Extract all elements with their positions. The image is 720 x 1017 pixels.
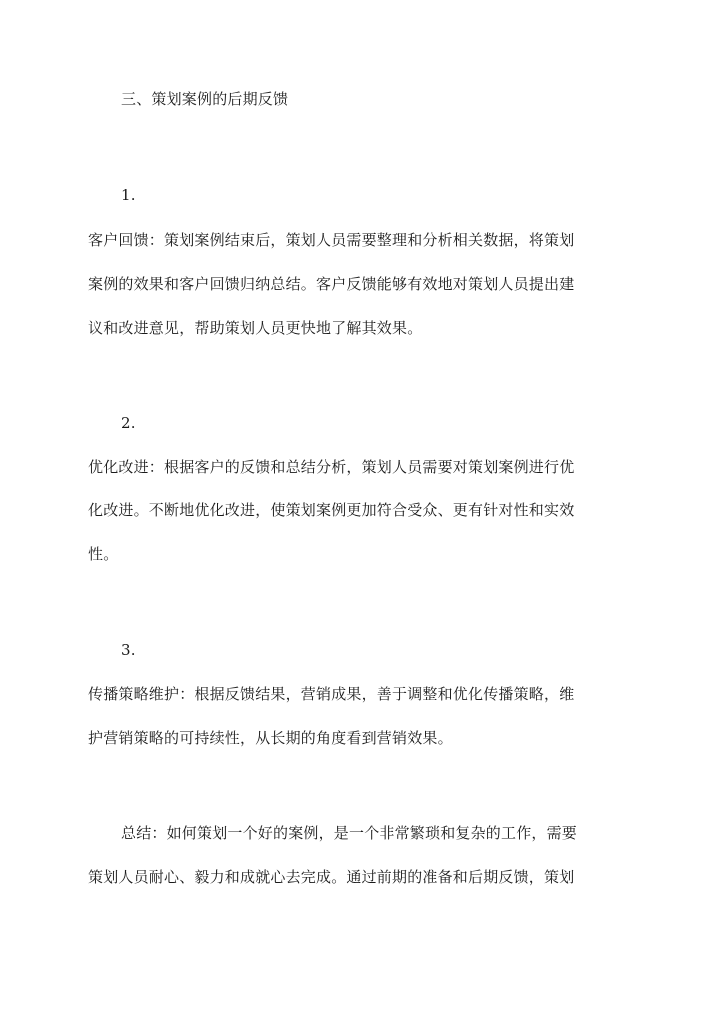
summary-line-2: 策划人员耐心、毅力和成就心去完成。通过前期的准备和后期反馈，策划 bbox=[88, 868, 575, 886]
item-1-line-3: 议和改进意见，帮助策划人员更快地了解其效果。 bbox=[88, 319, 423, 337]
item-number-3: 3. bbox=[121, 641, 136, 659]
item-2-line-3: 性。 bbox=[88, 545, 119, 563]
item-number-2: 2. bbox=[121, 414, 136, 432]
summary-line-1: 总结：如何策划一个好的案例，是一个非常繁琐和复杂的工作，需要 bbox=[121, 824, 578, 842]
item-1-line-1: 客户回馈：策划案例结束后，策划人员需要整理和分析相关数据，将策划 bbox=[88, 231, 575, 249]
item-3-line-1: 传播策略维护：根据反馈结果，营销成果，善于调整和优化传播策略，维 bbox=[88, 685, 575, 703]
item-3-line-2: 护营销策略的可持续性，从长期的角度看到营销效果。 bbox=[88, 729, 453, 747]
section-heading: 三、策划案例的后期反馈 bbox=[121, 90, 289, 108]
item-1-line-2: 案例的效果和客户回馈归纳总结。客户反馈能够有效地对策划人员提出建 bbox=[88, 275, 575, 293]
item-number-1: 1. bbox=[121, 186, 136, 204]
item-2-line-2: 化改进。不断地优化改进，使策划案例更加符合受众、更有针对性和实效 bbox=[88, 501, 575, 519]
item-2-line-1: 优化改进：根据客户的反馈和总结分析，策划人员需要对策划案例进行优 bbox=[88, 458, 575, 476]
